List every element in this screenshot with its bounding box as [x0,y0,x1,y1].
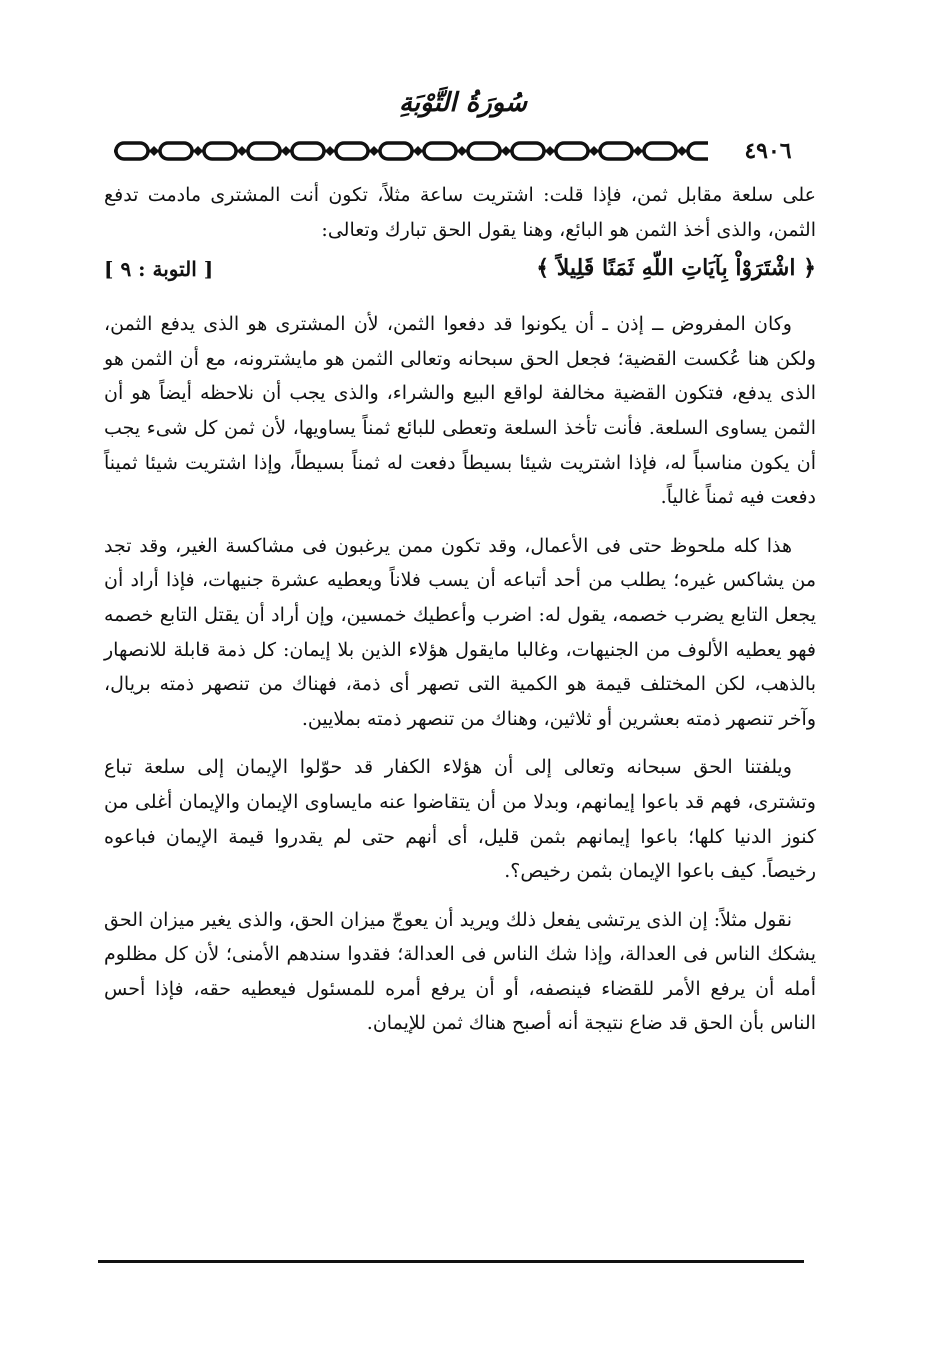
paragraph-3: هذا كله ملحوظ حتى فى الأعمال، وقد تكون ممن يرغبون فى مشاكسة الغير، وقد تجد من يشاكس غيره؛ يطلب من أحد أتباعه أن يسب فلاناً ويعطيه عشرة جنيهات، فإذا أراد أن يجعل التابع يضرب خصمه، يقول له: اضرب وأعطيك خمسين، وإن أراد أن يقتل التابع خصمه فهو يعطيه الألوف من الجنيهات، وغالبا مايقول هؤلاء الذين بلا إيمان: كل ذمة قابلة للانصهار بالذهب، لكن المختلف قيمة هو الكمية التى تصهر أى ذمة، فهناك من تنصهر ذمته بريال، وآخر تنصهر ذمته بعشرين أو ثلاثين، وهناك من تنصهر ذمته بملايين. [104,534,816,730]
ornamental-header-band [112,138,812,164]
quran-verse: ﴿ اشْتَرَوْاْ بِآيَاتِ اللّهِ ثَمَنًا قَلِيلاً ﴾ [536,255,816,282]
quran-verse-row [104,253,816,297]
paragraph-2: وكان المفروض ــ إذن ـ أن يكونوا قد دفعوا الثمن، لأن المشترى هو الذى يدفع الثمن، ولكن هنا عُكست القضية؛ فجعل الحق سبحانه وتعالى الثمن هو مايشترونه، مع أن الثمن هو الذى يدفع، فتكون القضية مخالفة لواقع البيع والشراء، والذى يجب أن نلاحظه أيضاً هو أن الثمن يساوى السلعة. فأنت تأخذ السلعة وتعطى للبائع ثمناً يساويها، لأن ثمن كل شىء يجب أن يكون مناسباً له، فإذا اشتريت شيئا بسيطاً دفعت له ثمناً بسيطاً، وإذا اشتريت شيئا ثميناً دفعت فيه ثمناً غالياً. [104,313,816,509]
chain-ornament [112,138,812,164]
chain-diamond [545,146,555,156]
chain-diamond [281,146,291,156]
chain-link [644,143,676,159]
paragraph-4: ويلفتنا الحق سبحانه وتعالى إلى أن هؤلاء الكفار قد حوّلوا الإيمان إلى سلعة تباع وتشترى، فهم قد باعوا إيمانهم، وبدلا من أن يتقاضوا عنه مايساوى الإيمان والإيمان أغلى من كنوز الدنيا كلها؛ باعوا إيمانهم بثمن قليل، أى أنهم حتى لم يقدروا قيمة الإيمان فباعوه رخيصاً. كيف باعوا الإيمان بثمن رخيص؟. [104,756,816,883]
chain-diamond [325,146,335,156]
chain-link [116,143,148,159]
chain-link [512,143,544,159]
chain-diamond [633,146,643,156]
chain-link [336,143,368,159]
chain-link [248,143,280,159]
chain-diamond [237,146,247,156]
chain-link [424,143,456,159]
chain-diamond [457,146,467,156]
page-number: ٤٩٠٦ [708,138,828,164]
verse-reference: [ التوبة : ٩ ] [104,257,214,282]
chain-diamond [589,146,599,156]
chain-link [380,143,412,159]
chain-diamond [149,146,159,156]
chain-link [292,143,324,159]
bottom-rule [98,1260,804,1263]
page-body [104,178,816,1041]
chain-link [204,143,236,159]
surah-title: سُورَةُ التَّوْبَةِ [398,88,528,118]
chain-link [160,143,192,159]
chain-diamond [501,146,511,156]
chain-link [600,143,632,159]
chain-link [468,143,500,159]
paragraph-5: نقول مثلاً: إن الذى يرتشى يفعل ذلك ويريد أن يعوجّ ميزان الحق، والذى يغير ميزان الحق يشكك الناس فى العدالة، وإذا شك الناس فى العدالة؛ فقدوا سندهم الأمنى؛ لأن كل مظلوم أمله أن يرفع الأمر للقضاء فينصفه، أو أن يرفع أمره للمسئول فيعطيه حقه، فإذا أحس الناس بأن الحق قد ضاع نتيجة أنه أصبح هناك ثمن للإيمان. [104,908,816,1035]
chain-diamond [677,146,687,156]
chain-diamond [193,146,203,156]
chain-diamond [413,146,423,156]
chain-link [556,143,588,159]
paragraph-1: على سلعة مقابل ثمن، فإذا قلت: اشتريت ساعة مثلاً، تكون أنت المشترى مادمت تدفع الثمن، والذى أخذ الثمن هو البائع، وهنا يقول الحق تبارك وتعالى: [104,184,816,241]
chain-diamond [369,146,379,156]
